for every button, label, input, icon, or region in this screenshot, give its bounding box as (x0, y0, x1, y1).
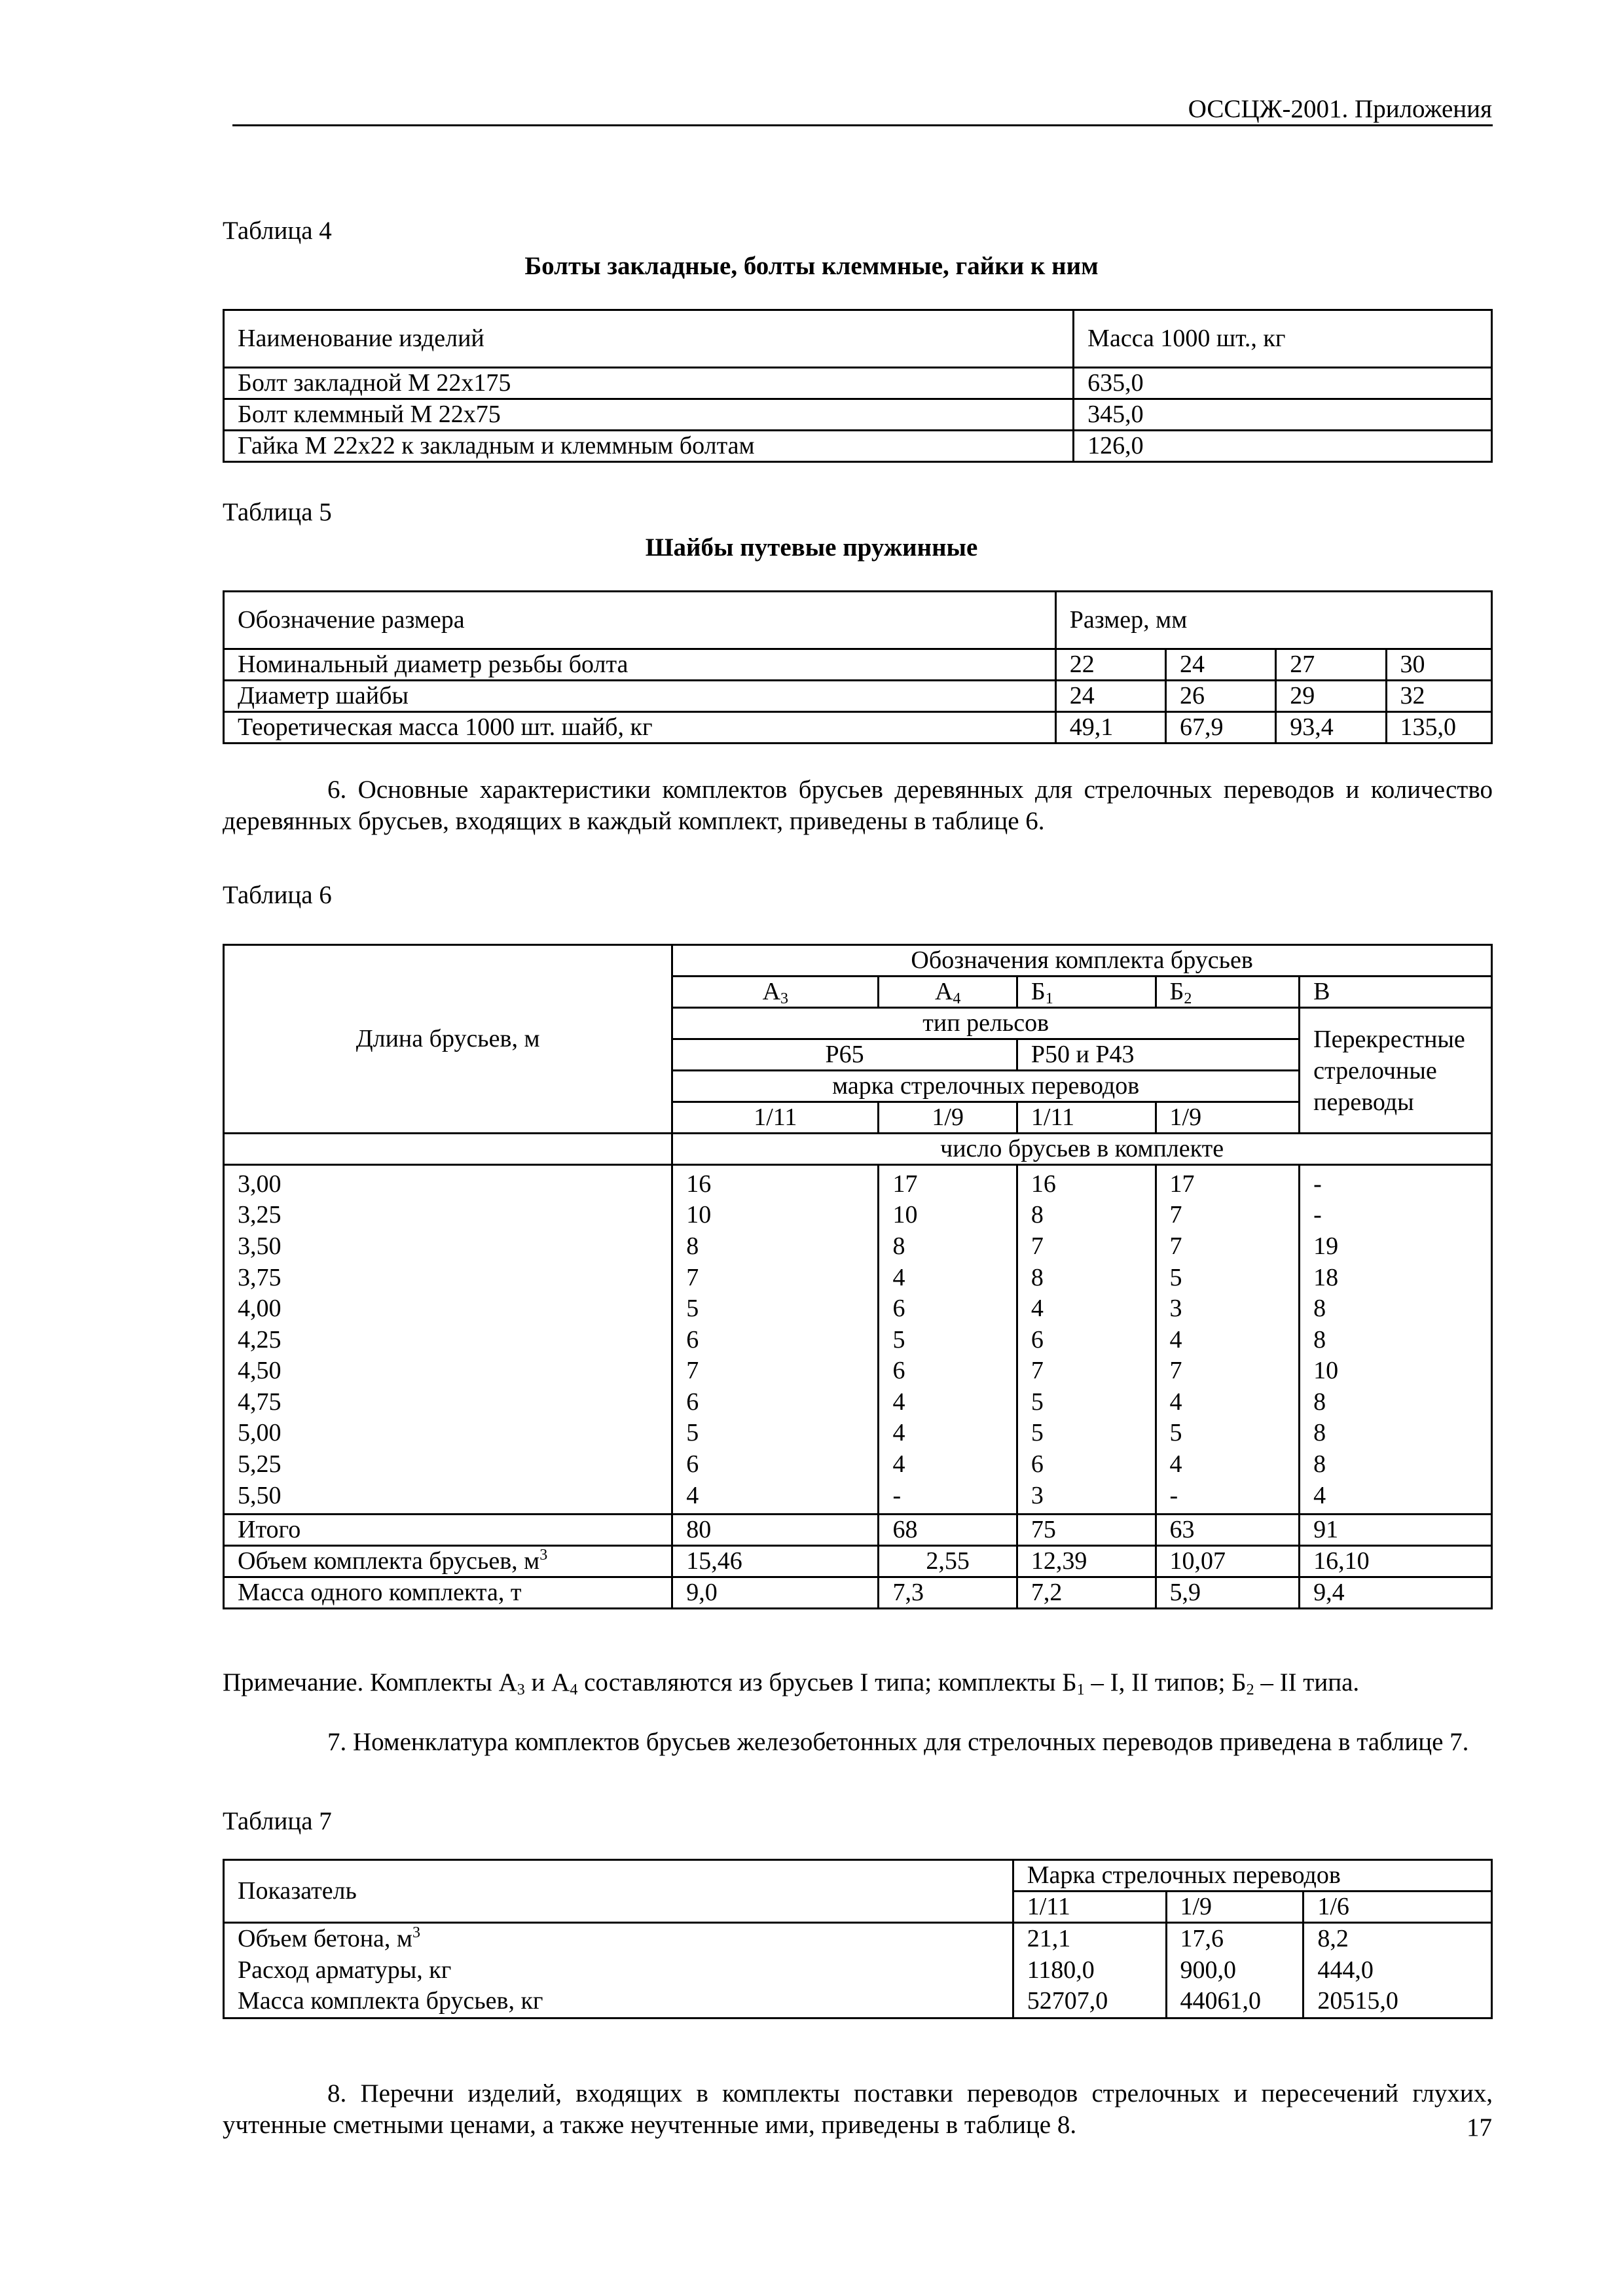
table7 (223, 1859, 1493, 2019)
table6-length: 5,50 (238, 1481, 282, 1509)
table-cell: 67,9 (1166, 712, 1276, 744)
table6-col-a4 (879, 1165, 1017, 1515)
table6-value: 5 (686, 1295, 699, 1323)
table6-value: 6 (686, 1450, 699, 1479)
table-cell: Номинальный диаметр резьбы болта (224, 649, 1056, 681)
table6-value: 4 (892, 1388, 905, 1416)
table6-value: - (892, 1481, 902, 1509)
table7-row-name: Расход арматуры, кг (238, 1956, 452, 1984)
table6-mass: 9,0 (672, 1577, 879, 1609)
table6-value: 16 (686, 1170, 712, 1198)
paragraph-8: 8. Перечни изделий, входящих в комплекты поставки переводов стрелочных и пересечений глухих, учтенные сметными ценами, а также неучтенные ими, приведены в таблице 8. (223, 2079, 1493, 2139)
table7-value: 21,1 (1027, 1925, 1071, 1952)
table6-total: 80 (672, 1515, 879, 1546)
paragraph-7: 7. Номенклатура комплектов брусьев железобетонных для стрелочных переводов приведена в таблице 7. (327, 1728, 1469, 1756)
table6-value: 8 (1313, 1295, 1326, 1323)
table6-value: 5 (1169, 1419, 1182, 1447)
table4-label: Таблица 4 (223, 217, 332, 245)
table6-header-mark: марка стрелочных переводов (672, 1071, 1300, 1102)
table6-value: - (1169, 1481, 1178, 1509)
table6-value: 5 (892, 1325, 905, 1354)
table6-mass-label: Масса одного комплекта, т (224, 1577, 672, 1609)
table6-total-label: Итого (224, 1515, 672, 1546)
table6-value: 8 (1030, 1201, 1044, 1229)
table6-value: 8 (1313, 1325, 1326, 1354)
table6-value: 4 (1030, 1295, 1044, 1323)
table6-value: 8 (1313, 1419, 1326, 1447)
table6-length: 3,25 (238, 1201, 282, 1229)
table6-length: 4,75 (238, 1388, 282, 1416)
table6-length: 3,00 (238, 1170, 282, 1198)
table-cell: 30 (1386, 649, 1491, 681)
table6-value: 10 (686, 1201, 712, 1229)
table6-value: 5 (1030, 1419, 1044, 1447)
table6-value: 7 (686, 1263, 699, 1291)
table6-mark: 1/9 (1156, 1102, 1300, 1134)
table6-value: 6 (686, 1388, 699, 1416)
table6-value: 4 (892, 1450, 905, 1479)
table7-label: Таблица 7 (223, 1807, 332, 1835)
table-cell: 126,0 (1074, 431, 1492, 462)
table6-value: 5 (1030, 1388, 1044, 1416)
table6-volume: 10,07 (1156, 1546, 1300, 1577)
table6-header-cross: Перекрестные стрелочные переводы (1300, 1008, 1492, 1134)
table6-mass: 9,4 (1300, 1577, 1492, 1609)
table6-value: 6 (1030, 1450, 1044, 1479)
table7-col-1-6 (1304, 1923, 1492, 2018)
table-cell: 345,0 (1074, 399, 1492, 431)
table-cell: 93,4 (1276, 712, 1386, 744)
table-cell: 29 (1276, 681, 1386, 712)
table6-length: 4,50 (238, 1357, 282, 1385)
table6-value: 18 (1313, 1263, 1339, 1291)
table6-value: 6 (892, 1357, 905, 1385)
table6-value: - (1313, 1201, 1322, 1229)
table6-header-count: число брусьев в комплекте (672, 1134, 1492, 1165)
table6-value: 4 (1313, 1481, 1326, 1509)
table6-value: 3 (1169, 1295, 1182, 1323)
table6-rail-p50: Р50 и Р43 (1017, 1039, 1299, 1071)
table6-length: 5,00 (238, 1419, 282, 1447)
table6-value: 10 (1313, 1357, 1339, 1385)
table6-value: 4 (1169, 1450, 1182, 1479)
table6-volume: 15,46 (672, 1546, 879, 1577)
table6-mass: 7,2 (1017, 1577, 1156, 1609)
table6-value: 8 (686, 1232, 699, 1260)
table-cell: Болт клеммный М 22х75 (224, 399, 1074, 431)
page-number: 17 (1467, 2113, 1492, 2142)
header-rule (232, 124, 1493, 126)
table6-length: 5,25 (238, 1450, 282, 1479)
table5-label: Таблица 5 (223, 498, 332, 526)
table-cell: Болт закладной М 22х175 (224, 368, 1074, 399)
table6-total: 63 (1156, 1515, 1300, 1546)
table-cell: 135,0 (1386, 712, 1491, 744)
table6-col-b1 (1017, 1165, 1156, 1515)
table6-value: 7 (1169, 1232, 1182, 1260)
table6-value: 6 (892, 1295, 905, 1323)
table7-row-name: Масса комплекта брусьев, кг (238, 1987, 543, 2015)
table6-value: 19 (1313, 1232, 1339, 1260)
table6-set-b1: $Б_1$ (1017, 977, 1156, 1008)
table6-volume: 12,39 (1017, 1546, 1156, 1577)
table6-value: 10 (892, 1201, 918, 1229)
table6-value: 7 (1030, 1232, 1044, 1260)
paragraph-6: 6. Основные характеристики комплектов брусьев деревянных для стрелочных переводов и количество деревянных брусьев, входящих в каждый комплект, приведены в таблице 6. (223, 776, 1493, 835)
table6-value: 7 (1030, 1357, 1044, 1385)
table7-mark: 1/9 (1166, 1892, 1304, 1923)
table6-value: 3 (1030, 1481, 1044, 1509)
table5 (223, 590, 1493, 744)
table6-value: 16 (1030, 1170, 1056, 1198)
table4 (223, 309, 1493, 463)
table6-total: 68 (879, 1515, 1017, 1546)
table4-header-mass: Масса 1000 шт., кг (1074, 310, 1492, 368)
table6-set-a4: $А_4$ (879, 977, 1017, 1008)
table7-header-mark: Марка стрелочных переводов (1013, 1860, 1491, 1892)
table7-value: 20515,0 (1317, 1987, 1398, 2015)
table7-row-name: Объем бетона, $м^3$ (238, 1924, 420, 1952)
table6-value: 4 (892, 1263, 905, 1291)
table6-header-sets: Обозначения комплекта брусьев (672, 945, 1492, 977)
table6-volume: 2,55 (879, 1546, 1017, 1577)
table6-mark: 1/11 (1017, 1102, 1156, 1134)
table6-value: 4 (1169, 1325, 1182, 1354)
table-cell: Теоретическая масса 1000 шт. шайб, кг (224, 712, 1056, 744)
table6-value: 17 (1169, 1170, 1195, 1198)
table-cell: Гайка М 22х22 к закладным и клеммным болтам (224, 431, 1074, 462)
table5-header-size: Размер, мм (1055, 592, 1491, 649)
table6-value: 8 (1313, 1388, 1326, 1416)
table6-col-a3 (672, 1165, 879, 1515)
table-cell: 635,0 (1074, 368, 1492, 399)
table6-col-b2 (1156, 1165, 1300, 1515)
table6-volume-label: Объем комплекта брусьев, $м^3$ (224, 1546, 672, 1577)
table6-header-rail-type: тип рельсов (672, 1008, 1300, 1039)
table6-value: 6 (686, 1325, 699, 1354)
table-cell: 22 (1055, 649, 1165, 681)
table6-set-v: В (1300, 977, 1492, 1008)
table6-value: 6 (1030, 1325, 1044, 1354)
table6-value: 8 (1313, 1450, 1326, 1479)
table6-value: 8 (892, 1232, 905, 1260)
table6-value: 5 (686, 1419, 699, 1447)
table7-mark: 1/6 (1304, 1892, 1492, 1923)
table6-mark: 1/9 (879, 1102, 1017, 1134)
table5-title: Шайбы путевые пружинные (645, 533, 978, 562)
table6-total: 91 (1300, 1515, 1492, 1546)
table6-label: Таблица 6 (223, 881, 332, 909)
table6-col-v (1300, 1165, 1492, 1515)
table-cell: 32 (1386, 681, 1491, 712)
table-cell: 24 (1055, 681, 1165, 712)
table6 (223, 944, 1493, 1609)
table6-value: 8 (1030, 1263, 1044, 1291)
table6-length: 3,50 (238, 1232, 282, 1260)
table-cell: 24 (1166, 649, 1276, 681)
table6-mass: 7,3 (879, 1577, 1017, 1609)
table6-note: Примечание. Комплекты $А_3$ и $А_4$ составляются из брусьев I типа; комплекты $Б_1$ – I, II типов; $Б_2$ – II типа. (223, 1668, 1360, 1698)
table6-value: 4 (1169, 1388, 1182, 1416)
table6-value: 5 (1169, 1263, 1182, 1291)
table7-value: 444,0 (1317, 1956, 1374, 1984)
table-cell: 27 (1276, 649, 1386, 681)
table4-title: Болты закладные, болты клеммные, гайки к ним (524, 252, 1099, 280)
table7-col-1-9 (1166, 1923, 1304, 2018)
table7-value: 8,2 (1317, 1925, 1349, 1952)
table6-lengths (224, 1165, 672, 1515)
table6-value: 17 (892, 1170, 918, 1198)
table6-set-b2: $Б_2$ (1156, 977, 1300, 1008)
table6-mark: 1/11 (672, 1102, 879, 1134)
table7-names (224, 1923, 1013, 2018)
table5-header-name: Обозначение размера (224, 592, 1056, 649)
table-cell: Диаметр шайбы (224, 681, 1056, 712)
table7-value: 52707,0 (1027, 1987, 1108, 2015)
table6-header-length: Длина брусьев, м (224, 945, 672, 1134)
table6-volume: 16,10 (1300, 1546, 1492, 1577)
table6-length: 3,75 (238, 1263, 282, 1291)
table6-value: 7 (1169, 1357, 1182, 1385)
table7-mark: 1/11 (1013, 1892, 1166, 1923)
table6-value: 7 (686, 1357, 699, 1385)
table6-rail-p65: Р65 (672, 1039, 1017, 1071)
table6-length: 4,00 (238, 1295, 282, 1323)
table6-blank-cell (224, 1134, 672, 1165)
table7-header-indicator: Показатель (224, 1860, 1013, 1923)
table6-value: 4 (686, 1481, 699, 1509)
table4-header-name: Наименование изделий (224, 310, 1074, 368)
table6-set-a3: $А_3$ (672, 977, 879, 1008)
table7-value: 900,0 (1180, 1956, 1236, 1984)
table7-value: 1180,0 (1027, 1956, 1095, 1984)
table6-value: 4 (892, 1419, 905, 1447)
table6-total: 75 (1017, 1515, 1156, 1546)
table6-mass: 5,9 (1156, 1577, 1300, 1609)
table7-value: 44061,0 (1180, 1987, 1261, 2015)
table6-length: 4,25 (238, 1325, 282, 1354)
table-cell: 49,1 (1055, 712, 1165, 744)
table7-col-1-11 (1013, 1923, 1166, 2018)
table7-value: 17,6 (1180, 1925, 1224, 1952)
running-header: ОССЦЖ-2001. Приложения (1188, 95, 1492, 123)
table-cell: 26 (1166, 681, 1276, 712)
table6-value: 7 (1169, 1201, 1182, 1229)
table6-value: - (1313, 1170, 1322, 1198)
